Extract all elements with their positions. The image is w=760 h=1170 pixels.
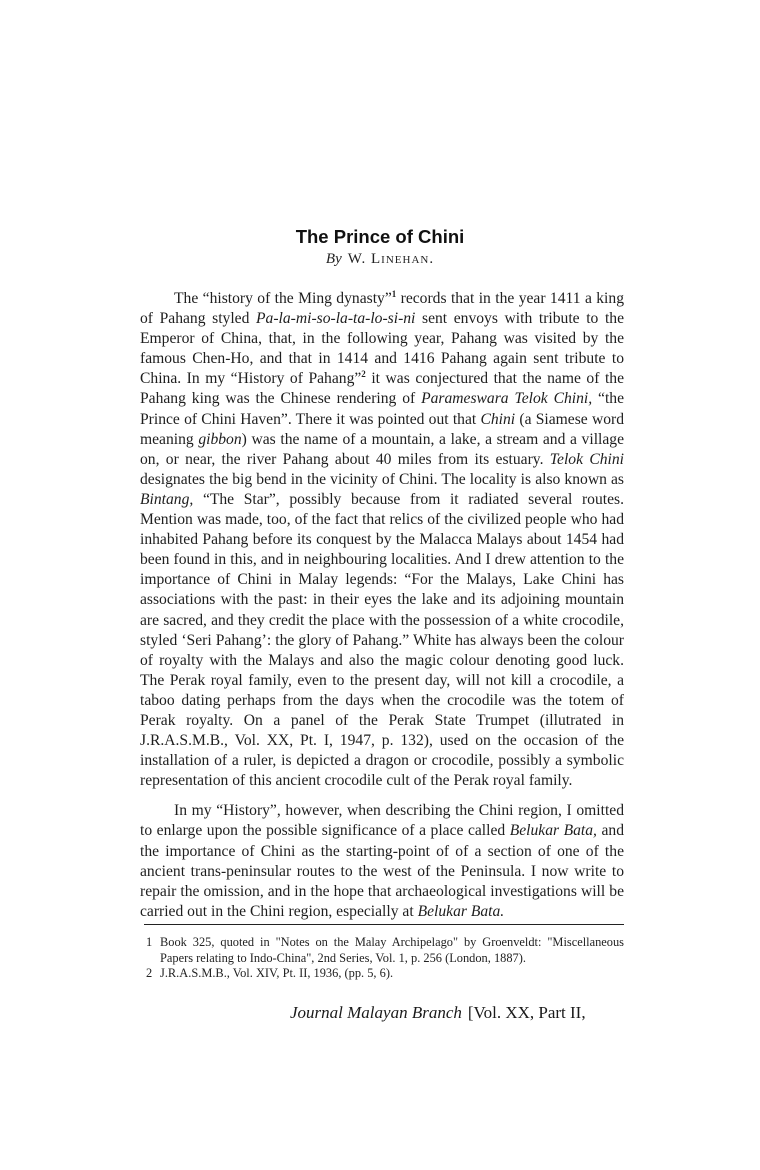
italic-term: Bintang, [140, 490, 194, 508]
text-run: The “history of the Ming dynasty” [174, 290, 392, 307]
text-run: “The Star”, possibly because from it radiated several routes. Mention was made, too, of the fact that relics of the civilized people who had inhabited Pahang before its conquest by the Malacca Malays about 1454 had been found in this, and in neighbouring localities. And I drew attention to the importance of Chini in Malay legends: “For the Malays, Lake Chini has associations with the past: in their eyes the lake and its adjoining mountain are sacred, and they credit the place with the possession of a white crocodile, styled ‘Seri Pahang’: the glory of Pahang.” White has always been the colour of royalty with the Malays and also the magic colour denoting good luck. The Perak royal family, even to the present day, will not kill a crocodile, a taboo dating perhaps from the days when the crocodile was the totem of Perak royalty. On a panel of the Perak State Trumpet (illutrated in J.R.A.S.M.B., Vol. XX, Pt. I, 1947, p. 132), used on the occasion of the installation of a ruler, is depicted a dragon or crocodile, possibly a symbolic representation of this ancient crocodile cult of the Perak royal family. [140, 490, 624, 790]
footnote [146, 966, 624, 982]
text-run: ) was the name of a mountain, a lake, a stream and a village on, or near, the river Pahang about 40 miles from its estuary. [140, 430, 624, 468]
byline-prefix: By [325, 251, 342, 267]
byline [0, 251, 760, 268]
footnote [146, 935, 624, 966]
paragraph [140, 801, 624, 922]
italic-term: gibbon [198, 430, 242, 448]
volume-info: [Vol. XX, Part II, [467, 1003, 586, 1022]
italic-term: Belukar Bata, [509, 822, 597, 840]
footnote-ref: 1 [391, 289, 397, 299]
text-run: it was conjectured that the name of the Pahang king was the Chinese rendering of [140, 370, 625, 408]
article-body [140, 289, 624, 922]
italic-term: Parameswara Telok Chini, [421, 390, 593, 408]
footnote-number: 1 [146, 935, 153, 949]
italic-term: Belukar Bata. [417, 902, 505, 920]
journal-name: Journal Malayan Branch [290, 1003, 462, 1022]
text-run: records that in the year 1411 a king of Pahang styled [140, 290, 624, 328]
text-run: designates the big bend in the vicinity of Chini. The locality is also known as [140, 470, 624, 488]
footnote-text: Book 325, quoted in "Notes on the Malay Archipelago" by Groenveldt: "Miscellaneous Papers relating to Indo-China", 2nd Series, Vol. 1, p. 256 (London, 1887). [160, 935, 624, 965]
footnotes [146, 935, 624, 982]
running-footer [290, 1003, 586, 1023]
paragraph [140, 289, 624, 791]
footnote-number: 2 [146, 966, 153, 980]
italic-term: Telok Chini [549, 450, 624, 468]
footnote-divider [144, 924, 624, 925]
text-run: and the importance of Chini as the starting-point of of a section of one of the ancient trans-peninsular routes to the west of the Peninsula. I now write to repair the omission, and in the hope that archaeological investigations will be carried out in the Chini region, especially at [140, 822, 624, 920]
footnote-text: J.R.A.S.M.B., Vol. XIV, Pt. II, 1936, (pp. 5, 6). [160, 966, 394, 980]
text-run: sent envoys with tribute to the Emperor of China, that, in the following year, Pahang was visited by the famous Chen-Ho, and that in 1414 and 1416 Pahang again sent tribute to China. In my “History of Pahang” [140, 310, 625, 388]
text-run: “the Prince of Chini Haven”. There it was pointed out that [140, 390, 624, 428]
italic-term: Chini [480, 410, 516, 428]
italic-term: Pa-la-mi-so-la-ta-lo-si-ni [256, 310, 416, 328]
article-title: The Prince of Chini [295, 226, 465, 247]
text-run: In my “History”, however, when describing the Chini region, I omitted to enlarge upon the possible significance of a place called [140, 802, 624, 840]
text-run: (a Siamese word meaning [140, 410, 625, 448]
footnote-ref: 2 [361, 369, 366, 380]
author-name: W. Linehan. [347, 251, 435, 267]
